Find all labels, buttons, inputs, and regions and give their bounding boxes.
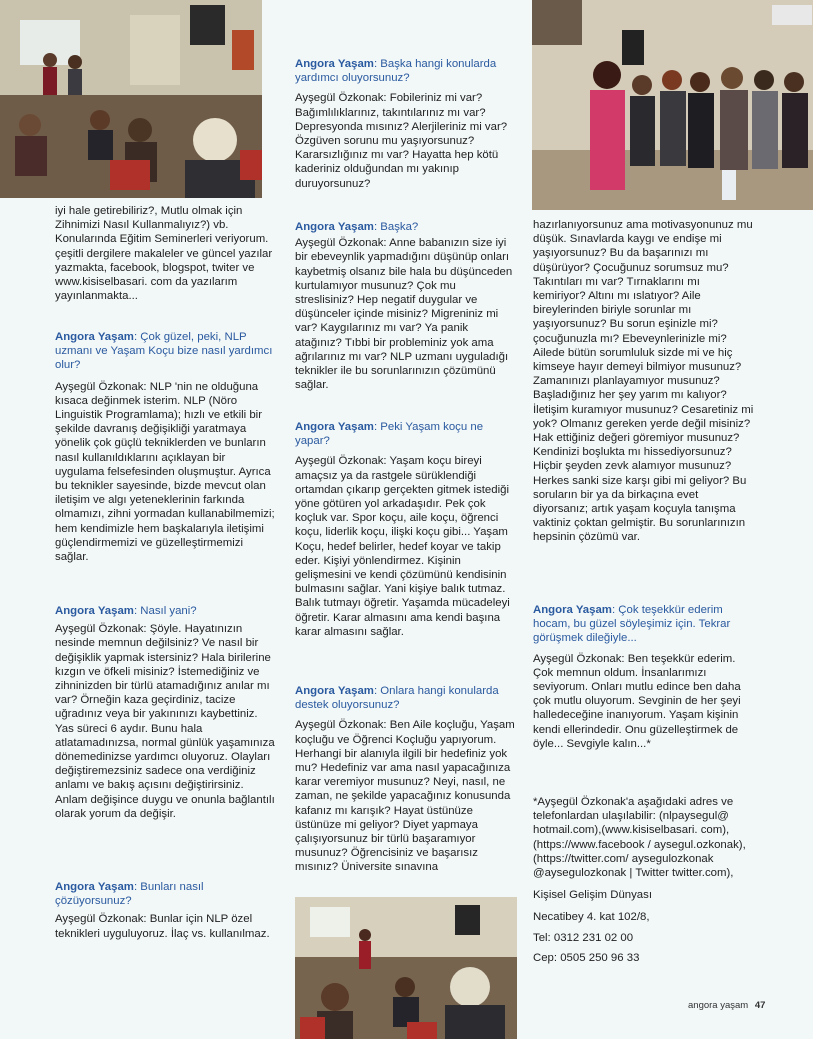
answer-paragraph: hazırlanıyorsunuz ama motivasyonunuz mu düşük. Sınavlarda kaygı ve endişe mi yaşıyorsunuz? Bu da başarınızı mı düşürüyor? Çocuğunuz sorumsuz mu? Takıntıları mı var? Tırnaklarını mı kemiriyor? Altını mı ıslatıyor? Aile bireylerinden biriyle sorunlar mı yaşıyorsunuz? Bu sorun eşinizle mi? çocuğunuzla mı? Ebeveynlerinizle mi? Ailede bütün sorumluluk sizde mi ve hiç kimseye hayır demeyi bilmiyor musunuz? Zamanınızı planlayamıyor musunuz? Başladığınız her şey yarım mı kalıyor? İletişim kuramıyor musunuz? Cesaretiniz mi yok? Olmanız gereken yerde değil misiniz? Hak ettiğiniz değeri göremiyor musunuz? Kendinizi boşlukta mı hissediyorsunuz? Hiçbir şeyden zevk alamıyor musunuz? Herkes sanki size karşı gibi mi geliyor? Bu soruların bir ya da birkaçına evet diyorsanız; artık yaşam koçuyla tanışma vaktiniz çoktan gelmiştir. Bu sorunlarınızın hepsinin çözümü var. — [533, 219, 754, 544]
page-footer — [688, 1000, 765, 1011]
question-text: : Onlara hangi konularda destek oluyorsunuz? — [295, 685, 499, 712]
contact-note — [533, 795, 755, 965]
phone: Tel: 0312 231 02 00 — [533, 931, 634, 944]
organization-name: Kişisel Gelişim Dünyası — [533, 889, 653, 902]
answer-paragraph: Ayşegül Özkonak: Bunlar için NLP özel teknikleri uyguluyoruz. İlaç vs. kullanılmaz. — [55, 913, 270, 940]
question-life-coach — [295, 420, 517, 639]
answer-paragraph: Ayşegül Özkonak: NLP 'nin ne olduğuna kısaca değinmek isterim. NLP (Nöro Linguistik Programlama); hızlı ve etkili bir şekilde davranış değişikliği yaratmaya yönelik çok güçlü tekniklerden ve bunların nasıl kullanıldıklarını açıklayan bir uygulama felsefesinden oluşmuştur. Ayrıca bu teknikler sayesinde, bizde mevcut olan iletişim ve algı yeteneklerinin farkında olmamızı, zihni yormadan kullanabilmemizi; hem kendimizle hem başkalarıyla iletişimi güçlendirmemizi ve güzelleştirmemizi sağlar. — [55, 380, 275, 564]
answer-paragraph: Ayşegül Özkonak: Ben Aile koçluğu, Yaşam koçluğu ve Öğrenci Koçluğu yapıyorum. Herhangi bir alanıyla ilgili bir hedefiniz yok mu? Hedefiniz var ama nasıl yapacağınıza karar veremiyor musunuz? Neyi, nasıl, ne zaman, ne şekilde yapacağınız konusunda kafanız mı karışık? Hayat üstünüze üstünüze mi geliyor? Diyet yapmaya çalışıyorsunuz bir türlü başaramıyor musunuz? Öğrencisiniz ve başarısız mısınız? Üniversite sınavına — [295, 719, 515, 874]
column-1 — [55, 204, 277, 303]
answer-paragraph: Ayşegül Özkonak: Ben teşekkür ederim. Çok memnun oldum. İnsanlarımızı seviyorum. Onları mutlu edince ben daha çok mutlu oluyorum. Sevginin de her şeyi halledeceğine inanıyorum. Yaşam kişinin kendi ellerindedir. Onu güzelleştirmek de öyle... Sevgiyle kalın...* — [533, 652, 741, 750]
question-support — [295, 684, 517, 875]
seminar-photo-3 — [295, 897, 517, 1039]
address: Necatibey 4. kat 102/8, — [533, 911, 650, 924]
interviewer-label: Angora Yaşam — [295, 58, 374, 70]
question-how — [55, 604, 277, 821]
question-text: : Çok güzel, peki, NLP uzmanı ve Yaşam Koçu bize nasıl yardımcı olur? — [55, 331, 273, 372]
page-number: 47 — [754, 1000, 766, 1011]
question-nlp-help — [55, 330, 277, 564]
question-text: : Başka hangi konularda yardımcı oluyorsunuz? — [295, 58, 497, 85]
question-other-topics — [295, 57, 517, 191]
interviewer-label: Angora Yaşam — [55, 331, 134, 343]
question-text: : Peki Yaşam koçu ne yapar? — [295, 421, 484, 448]
question-text: : Çok teşekkür ederim hocam, bu güzel söyleşimiz için. Tekrar görüşmek dileğiyle... — [533, 604, 731, 645]
answer-paragraph: Ayşegül Özkonak: Fobileriniz mi var? Bağımlılıklarınız, takıntılarınız mı var? Depresyonda mısınız? Alerjileriniz mi var? Özgüven sorunu mu yaşıyorsunuz? Kararsızlığınız mı var? Hayatta hep kötü kaderiniz olduğundan mı yakınıp duruyorsunuz? — [295, 92, 508, 190]
question-text: : Başka? — [373, 221, 419, 233]
magazine-name: angora yaşam — [688, 1000, 749, 1011]
contact-text: *Ayşegül Özkonak'a aşağıdaki adres ve telefonlardan ulaşılabilir: (nlpaysegul@ hotmail.com),(www.kisiselbasari. com), (https://www.facebook / aysegul.ozkonak), (https://twitter.com/ aysegulozkonak @aysegulozkonak | Twitter twitter.com), — [533, 796, 746, 880]
mobile: Cep: 0505 250 96 33 — [533, 951, 640, 964]
answer-continued — [533, 218, 755, 545]
answer-paragraph: Ayşegül Özkonak: Anne babanızın size iyi bir ebeveynlik yapmadığını düşünüp onları kaybetmiş olsanız bile hala bu düşünceden kurtulamıyor musunuz? Çok mu streslisiniz? Hep negatif duygular ve düşünceler içinde misiniz? Migreniniz mi var? Kaygılarınız mı var? Ya panik atağınız? Tıbbi bir probleminiz yok ama ağrılarınız mı var? NLP uzmanı uyguladığı teknikler ile bu sorunlarınızın çözümünü sağlar. — [295, 237, 513, 392]
interviewer-label: Angora Yaşam — [295, 221, 374, 233]
answer-paragraph: Ayşegül Özkonak: Yaşam koçu bireyi amaçsız ya da rastgele sürüklendiği ortamdan çıkarıp gerçekten gitmek istediği yöne götüren yol arkadaşıdır. Pek çok koçluk var. Spor koçu, aile koçu, öğrenci koçu, liderlik koçu, ilişki koçu gibi... Yaşam Koçu, hedef belirler, hedef koyar ve takip eder. Kişiyi yönlendirmez. Kişinin gelişmesini ve kendi çözümünü kendisinin bulmasını sağlar. Yani kişiye balık tutmaz. Balık tutmayı öğretir. Yaşamda mücadeleyi öğretir. Karar almasını ama kendi başına karar almasını sağlar. — [295, 455, 510, 638]
question-text: : Bunları nasıl çözüyorsunuz? — [55, 881, 204, 908]
interviewer-label: Angora Yaşam — [533, 604, 612, 616]
question-other — [295, 220, 517, 392]
seminar-photo-1 — [0, 0, 262, 198]
interviewer-label: Angora Yaşam — [55, 605, 134, 617]
question-thanks — [533, 603, 755, 751]
interviewer-label: Angora Yaşam — [295, 421, 374, 433]
question-solve — [55, 880, 277, 941]
question-text: : Nasıl yani? — [133, 605, 197, 617]
seminar-photo-2 — [532, 0, 813, 210]
interviewer-label: Angora Yaşam — [295, 685, 374, 697]
answer-paragraph: Ayşegül Özkonak: Şöyle. Hayatınızın nesinde memnun değilsiniz? Ve nasıl bir değişiklik yapmak istersiniz? Hala birilerine kızgın ve öfkeli misiniz? İstemediğiniz ve zihninizden bir türlü atamadığınız anılar mı var? Örneğin kaza geçirdiniz, tacize uğradınız veya bir yakınınızı kaybettiniz. Yas süreci 6 aydır. Bunu hala atlatamadınızsa, normal günlük yaşamınıza dönemedinizse yardımcı oluyoruz. Olayları değiştiremezsiniz sadece ona verdiğiniz anlamı ve bakış açısını değiştirirsiniz. Anlam değişince duygu ve onunla bağlantılı olarak yorum da değişir. — [55, 623, 275, 820]
interviewer-label: Angora Yaşam — [55, 881, 134, 893]
intro-paragraph: iyi hale getirebiliriz?, Mutlu olmak için Zihnimizi Nasıl Kullanmalıyız?) vb. Konularında Eğitim Seminerleri veriyorum. çeşitli dergilere makaleler ve güncel yazılar yazmakta, facebook, blogspot, twiter ve www.kisiselbasari. com da yazılarım yayınlanmakta... — [55, 205, 273, 303]
